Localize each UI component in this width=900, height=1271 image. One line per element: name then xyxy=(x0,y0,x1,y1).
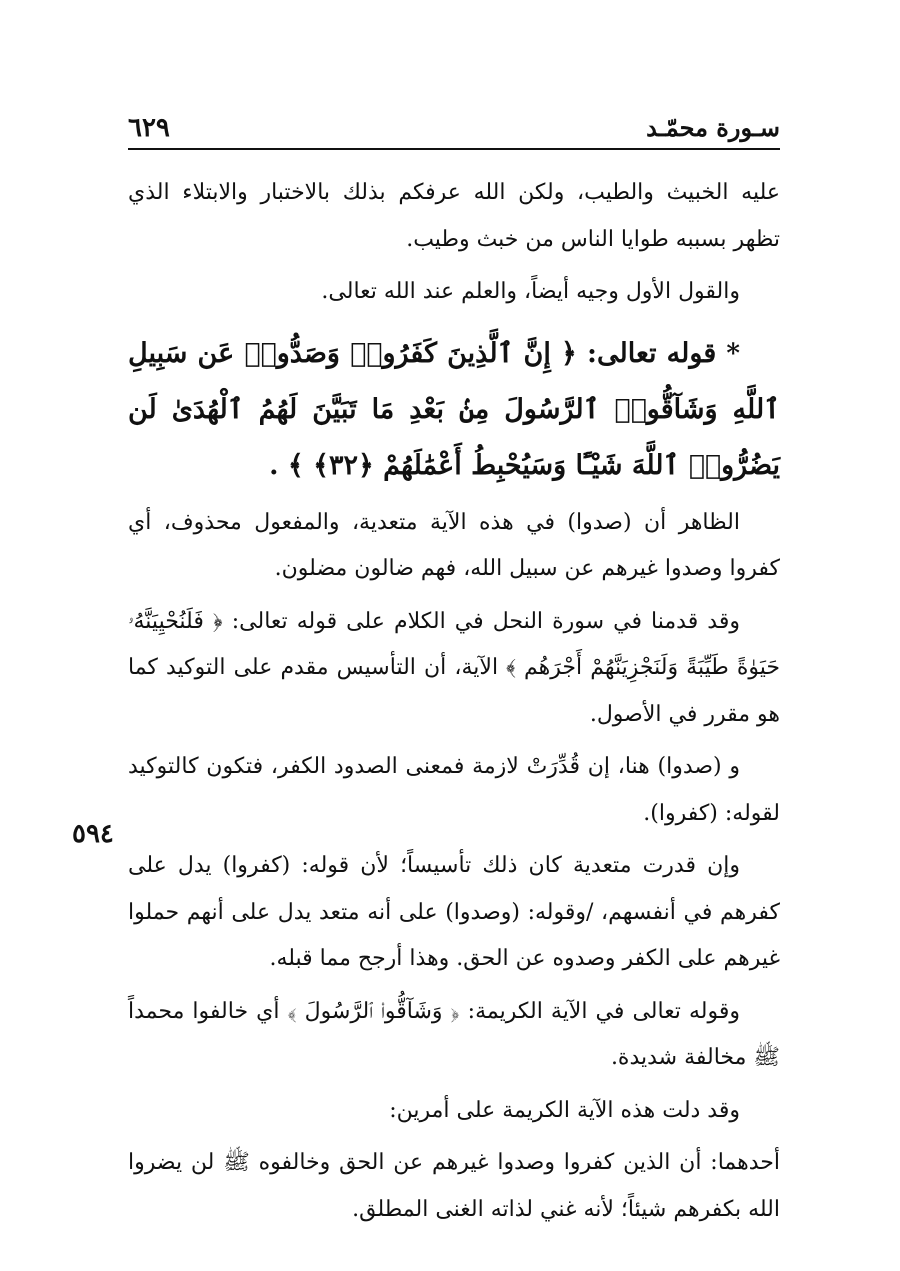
verse-star-marker: * xyxy=(726,338,741,369)
verse-text: ﴿ إِنَّ ٱلَّذِينَ كَفَرُوا۟ وَصَدُّوا۟ عَن سَبِيلِ ٱللَّهِ وَشَآقُّوا۟ ٱلرَّسُولَ مِنۢ بَعْدِ مَا تَبَيَّنَ لَهُمُ ٱلْهُدَىٰ لَن يَضُرُّوا۟ ٱللَّهَ شَيْـًٔا وَسَيُحْبِطُ أَعْمَٰلَهُمْ ﴿٣٢﴾ ﴾ . xyxy=(128,337,780,481)
paragraph-2: والقول الأول وجيه أيضاً، والعلم عند الله تعالى. xyxy=(321,279,740,304)
paragraph-1: عليه الخبيث والطيب، ولكن الله عرفكم بذلك بالاختبار والابتلاء الذي تظهر بسببه طوايا الناس من خبث وطيب. xyxy=(128,180,780,252)
paragraph-7: وقوله تعالى في الآية الكريمة: ﴿ وَشَآقُّوا۟ ٱلرَّسُولَ ﴾ أي خالفوا محمداً ﷺ مخالفة شديدة. xyxy=(128,998,780,1070)
paragraph-5: و (صدوا) هنا، إن قُدِّرَتْ لازمة فمعنى الصدود الكفر، فتكون كالتوكيد لقوله: (كفروا). xyxy=(128,754,780,826)
paragraph-9: أحدهما: أن الذين كفروا وصدوا غيرهم عن الحق وخالفوه ﷺ لن يضروا الله بكفرهم شيئاً؛ لأنه غني لذاته الغنى المطلق. xyxy=(128,1150,780,1222)
verse-block xyxy=(128,326,780,494)
header-divider xyxy=(128,148,780,150)
page-number: ٦٢٩ xyxy=(128,113,170,143)
surah-title: سـورة محمّـد xyxy=(646,113,780,142)
margin-page-reference: ٥٩٤ xyxy=(72,819,114,849)
paragraph-6: وإن قدرت متعدية كان ذلك تأسيساً؛ لأن قوله: (كفروا) يدل على كفرهم في أنفسهم، /وقوله: (وصدوا) على أنه متعد يدل على أنهم حملوا غيرهم على الكفر وصدوه عن الحق. وهذا أرجح مما قبله. xyxy=(128,853,780,971)
page-body xyxy=(128,170,780,1233)
verse-intro: قوله تعالى: xyxy=(587,337,717,369)
page-header xyxy=(128,112,780,148)
paragraph-4: وقد قدمنا في سورة النحل في الكلام على قوله تعالى: ﴿ فَلَنُحْيِيَنَّهُۥ حَيَوٰةً طَيِّبَةً وَلَنَجْزِيَنَّهُمْ أَجْرَهُم ﴾ الآية، أن التأسيس مقدم على التوكيد كما هو مقرر في الأصول. xyxy=(128,608,780,727)
paragraph-8: وقد دلت هذه الآية الكريمة على أمرين: xyxy=(389,1097,740,1123)
paragraph-3: الظاهر أن (صدوا) في هذه الآية متعدية، والمفعول محذوف، أي كفروا وصدوا غيرهم عن سبيل الله، فهم ضالون مضلون. xyxy=(128,509,780,581)
